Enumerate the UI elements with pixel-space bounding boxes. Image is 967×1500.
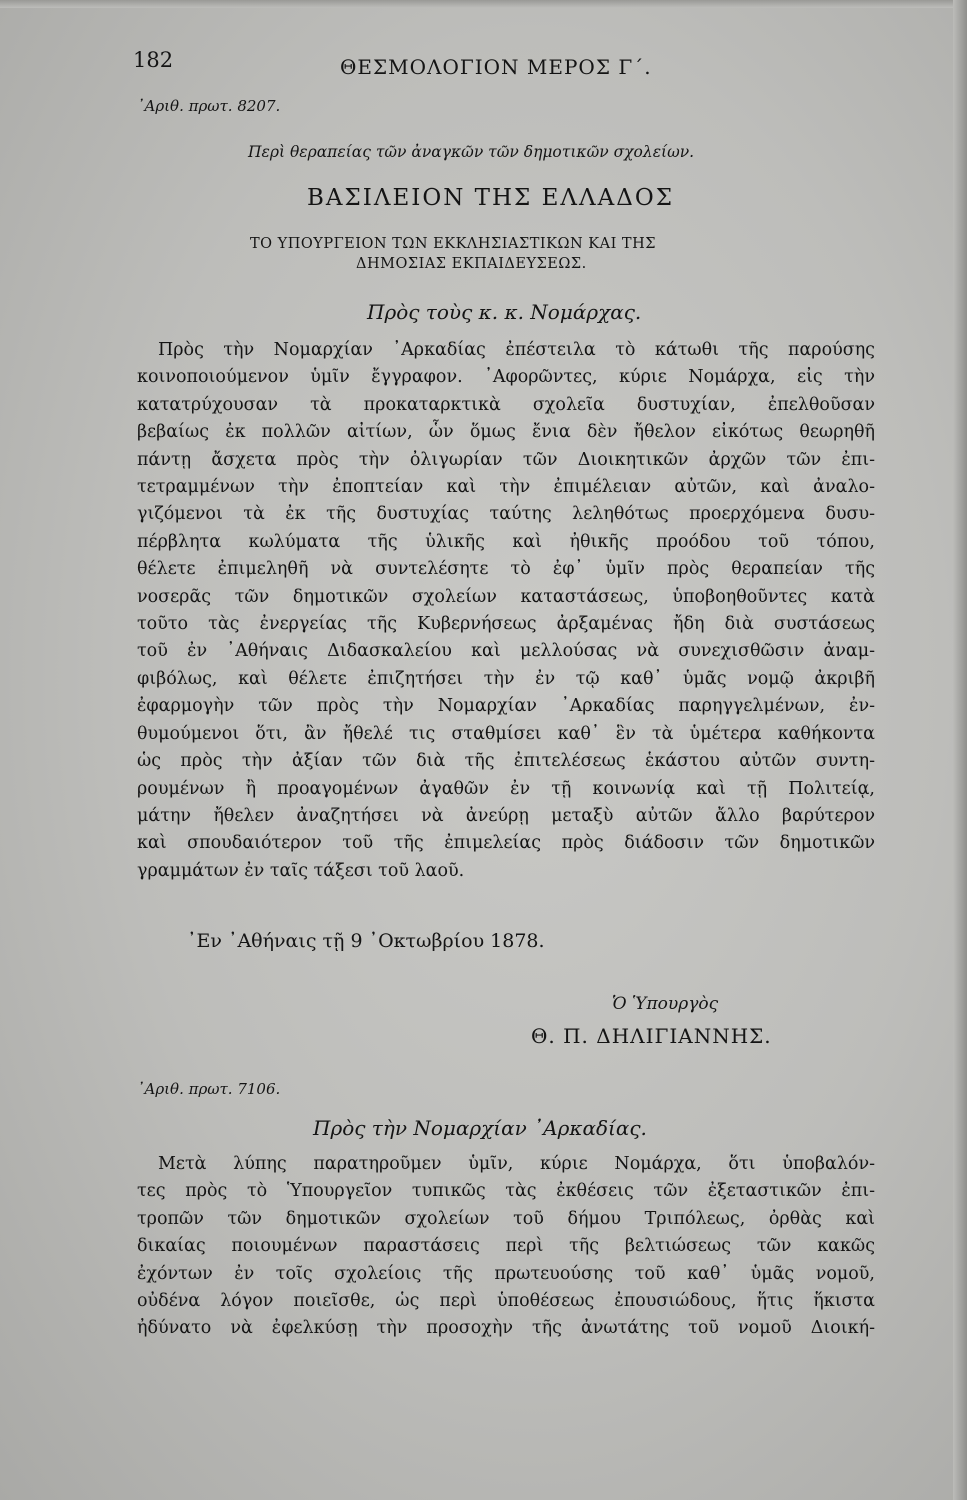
signer-name: Θ. Π. ΔΗΛΙΓΙΑΝΝΗΣ.: [531, 1024, 772, 1048]
body-line: ἐχόντων ἐν τοῖς σχολείοις τῆς πρωτευούσης τοῦ καθ᾿ ὑμᾶς νομοῦ,: [137, 1263, 875, 1284]
letter-addressee: Πρὸς τὴν Νομαρχίαν ᾿Αρκαδίας.: [313, 1116, 647, 1140]
body-line: τετραμμένων τὴν ἐποπτείαν καὶ τὴν ἐπιμέλειαν αὐτῶν, καὶ ἀναλο-: [137, 477, 875, 498]
body-line: δικαίας ποιουμένων παραστάσεις περὶ τῆς βελτιώσεως τῶν κακῶς: [137, 1236, 875, 1257]
body-line: ἠδύνατο νὰ ἐφελκύσῃ τὴν προσοχὴν τῆς ἀνωτάτης τοῦ νομοῦ Διοική-: [137, 1318, 875, 1339]
body-line: οὐδένα λόγον ποιεῖσθε, ὡς περὶ ὑποθέσεως ἐπουσιώδους, ἥτις ἥκιστα: [137, 1291, 875, 1312]
body-line: μάτην ἤθελεν ἀναζητήσει νὰ ἀνεύρῃ μεταξὺ αὐτῶν ἄλλο βαρύτερον: [137, 805, 875, 826]
body-line: τοῦ ἐν ᾿Αθήναις Διδασκαλείου καὶ μελλούσας νὰ συνεχισθῶσιν ἀναμ-: [137, 641, 875, 662]
body-line: ἐφαρμογὴν τῶν πρὸς τὴν Νομαρχίαν ᾿Αρκαδίας παρηγγελμένων, ἐν-: [137, 696, 875, 717]
body-line: ὡς πρὸς τὴν ἀξίαν τῶν διὰ τῆς ἐπιτελέσεως ἑκάστου αὐτῶν συντη-: [137, 751, 875, 772]
ministry-heading-line: ΤΟ ΥΠΟΥΡΓΕΙΟΝ ΤΩΝ ΕΚΚΛΗΣΙΑΣΤΙΚΩΝ ΚΑΙ ΤΗΣ: [250, 236, 656, 252]
page-top-edge: [0, 0, 967, 8]
signer-title: Ὁ Ὑπουργὸς: [612, 994, 719, 1014]
body-line: Πρὸς τὴν Νομαρχίαν ᾿Αρκαδίας ἐπέστειλα τὸ κάτωθι τῆς παρούσης: [158, 340, 875, 360]
protocol-number: ᾿Αριθ. πρωτ. 7106.: [137, 1080, 281, 1098]
letter-addressee: Πρὸς τοὺς κ. κ. Νομάρχας.: [367, 300, 642, 324]
letter-subject: Περὶ θεραπείας τῶν ἀναγκῶν τῶν δημοτικῶν σχολείων.: [248, 143, 695, 161]
letter-body: [137, 1151, 875, 1343]
body-line: καὶ σπουδαιότερον τοῦ τῆς ἐπιμελείας πρὸς διάδοσιν τῶν δημοτικῶν: [137, 833, 875, 854]
body-line: κατατρύχουσαν τὰ προκαταρκτικὰ σχολεῖα δυστυχίαν, ἐπελθοῦσαν: [137, 394, 875, 415]
body-line: πέρβλητα κωλύματα τῆς ὑλικῆς καὶ ἠθικῆς προόδου τοῦ τόπου,: [137, 531, 875, 552]
kingdom-heading: ΒΑΣΙΛΕΙΟΝ ΤΗΣ ΕΛΛΑΔΟΣ: [307, 185, 674, 211]
running-head: ΘΕΣΜΟΛΟΓΙΟΝ ΜΕΡΟΣ Γ΄.: [340, 55, 652, 79]
body-line: τροπῶν τῶν δημοτικῶν σχολείων τοῦ δήμου Τριπόλεως, ὀρθὰς καὶ: [137, 1208, 875, 1229]
dateline: ᾿Εν ᾿Αθήναις τῇ 9 ᾿Οκτωβρίου 1878.: [187, 930, 545, 952]
body-line: θυμούμενοι ὅτι, ἂν ἤθελέ τις σταθμίσει καθ᾿ ἓν τὰ ὑμέτερα καθήκοντα: [137, 723, 875, 744]
body-line: φιβόλως, καὶ θέλετε ἐπιζητήσει τὴν ἐν τῷ καθ᾿ ὑμᾶς νομῷ ἀκριβῆ: [137, 668, 875, 689]
body-line: νοσερᾶς τῶν δημοτικῶν σχολείων καταστάσεως, ὑποβοηθοῦντες κατὰ: [137, 586, 875, 607]
letter-body: [137, 337, 875, 885]
body-line: κοινοποιούμενον ὑμῖν ἔγγραφον. ᾿Αφορῶντες, κύριε Νομάρχα, εἰς τὴν: [137, 367, 875, 388]
ministry-heading-line: ΔΗΜΟΣΙΑΣ ΕΚΠΑΙΔΕΥΣΕΩΣ.: [356, 256, 587, 272]
body-line: γιζόμενοι τὰ ἐκ τῆς δυστυχίας ταύτης λεληθότως προερχόμενα δυσυ-: [137, 504, 875, 525]
page-number: 182: [133, 48, 174, 72]
body-line: τες πρὸς τὸ Ὑπουργεῖον τυπικῶς τὰς ἐκθέσεις τῶν ἐξεταστικῶν ἐπι-: [137, 1181, 875, 1202]
body-line: Μετὰ λύπης παρατηροῦμεν ὑμῖν, κύριε Νομάρχα, ὅτι ὑποβαλόν-: [158, 1154, 875, 1174]
body-line: βεβαίως ἐκ πολλῶν αἰτίων, ὧν ὅμως ἔνια δὲν ἤθελον εἰκότως θεωρηθῆ: [137, 422, 875, 443]
protocol-number: ᾿Αριθ. πρωτ. 8207.: [137, 97, 281, 115]
body-line: πάντῃ ἄσχετα πρὸς τὴν ὀλιγωρίαν τῶν Διοικητικῶν ἀρχῶν τῶν ἐπι-: [137, 449, 875, 470]
body-line: τοῦτο τὰς ἐνεργείας τῆς Κυβερνήσεως ἀρξαμένας ἤδη διὰ συστάσεως: [137, 614, 875, 635]
body-line: ρουμένων ἢ προαγομένων ἀγαθῶν ἐν τῇ κοινωνίᾳ καὶ τῇ Πολιτείᾳ,: [137, 778, 875, 799]
body-line: θέλετε ἐπιμεληθῆ νὰ συντελέσητε τὸ ἐφ᾿ ὑμῖν πρὸς θεραπείαν τῆς: [137, 559, 875, 580]
page-right-edge: [953, 0, 967, 1500]
body-line: γραμμάτων ἐν ταῖς τάξεσι τοῦ λαοῦ.: [137, 860, 465, 881]
